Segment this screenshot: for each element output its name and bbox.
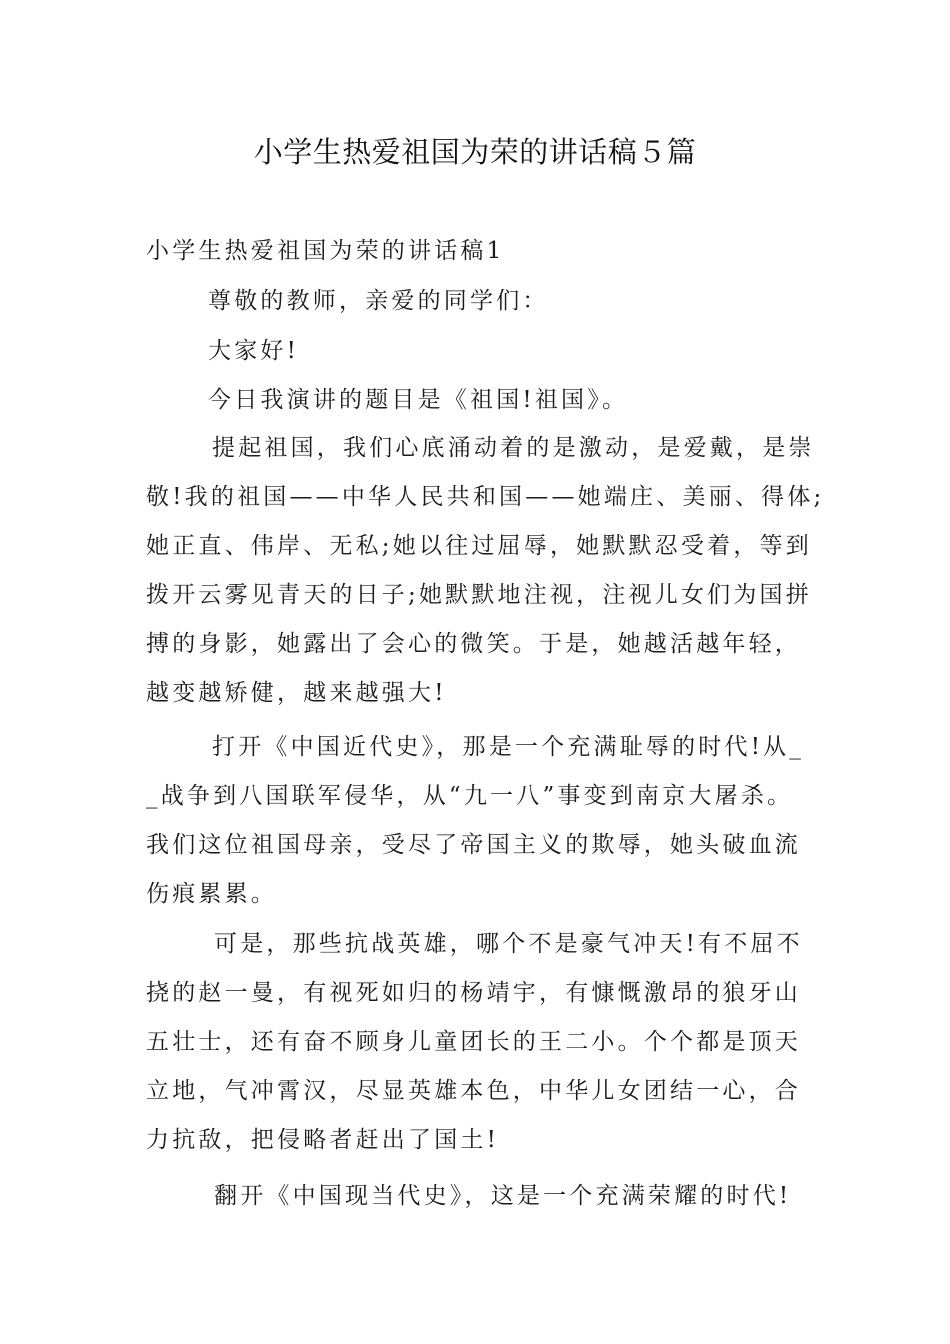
greeting-line: 尊敬的教师，亲爱的同学们： (208, 288, 549, 314)
document-title: 小学生热爱祖国为荣的讲话稿５篇 (253, 135, 697, 169)
paragraph-line: 立地，气冲霄汉，尽显英雄本色，中华儿女团结一心，合 (146, 1078, 801, 1104)
paragraph-line: 提起祖国，我们心底涌动着的是激动，是爱戴，是崇 (212, 435, 815, 461)
paragraph-line: 力抗敌，把侵略者赶出了国土! (146, 1127, 500, 1153)
section-heading (146, 227, 814, 276)
paragraph-line: _战争到八国联军侵华，从“九一八”事变到南京大屠杀。 (146, 783, 794, 809)
paragraph-line: 拨开云雾见青天的日子;她默默地注视，注视儿女们为国拼 (146, 582, 812, 608)
paragraph-line: 挠的赵一曼，有视死如归的杨靖宇，有慷慨激昂的狼牙山 (146, 980, 801, 1006)
topic-line: 今日我演讲的题目是《祖国!祖国》。 (208, 387, 629, 413)
paragraph-1 (146, 424, 825, 718)
paragraph-3 (146, 920, 814, 1165)
paragraph-line: 伤痕累累。 (146, 881, 277, 907)
paragraph-line: 我们这位祖国母亲，受尽了帝国主义的欺辱，她头破血流 (146, 832, 801, 858)
paragraph-line: 打开《中国近代史》，那是一个充满耻辱的时代!从_ (212, 734, 805, 760)
paragraph-line: 越变越矫健，越来越强大! (146, 680, 447, 706)
paragraph-line: 敬!我的祖国——中华人民共和国——她端庄、美丽、得体; (146, 484, 825, 510)
paragraph-2 (146, 723, 814, 919)
hello-line: 大家好! (208, 338, 300, 364)
paragraph-line: 翻开《中国现当代史》，这是一个充满荣耀的时代! (214, 1183, 792, 1209)
paragraph-line: 搏的身影，她露出了会心的微笑。于是，她越活越年轻， (146, 631, 801, 657)
topic-paragraph (146, 376, 814, 425)
paragraph-line: 她正直、伟岸、无私;她以往过屈辱，她默默忍受着，等到 (146, 533, 812, 559)
greeting-paragraph (146, 277, 814, 326)
paragraph-line: 五壮士，还有奋不顾身儿童团长的王二小。个个都是顶天 (146, 1029, 801, 1055)
section-heading-line: 小学生热爱祖国为荣的讲话稿1 (146, 238, 505, 264)
paragraph-line: 可是，那些抗战英雄，哪个不是豪气冲天!有不屈不 (214, 931, 803, 957)
paragraph-4 (146, 1172, 814, 1221)
hello-paragraph (146, 327, 814, 376)
